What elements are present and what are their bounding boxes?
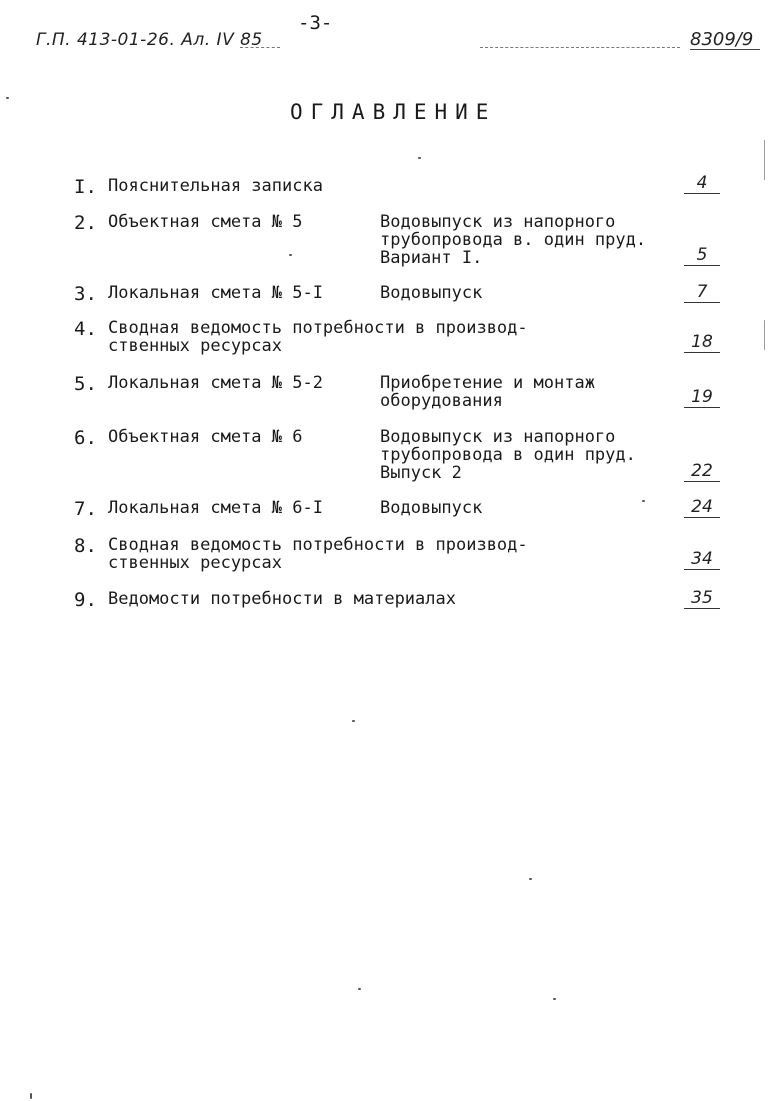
toc-entry-number: 7. <box>74 498 97 520</box>
toc-entry-page: 5 <box>684 246 720 266</box>
toc-entry-number: I. <box>74 176 97 198</box>
scan-speck <box>529 878 532 880</box>
scan-speck <box>352 720 355 722</box>
toc-entry-description: Приобретение и монтаж оборудования <box>380 373 595 411</box>
toc-entry-page: 19 <box>684 388 720 408</box>
toc-entry-title: Объектная смета № 6 <box>108 427 303 447</box>
toc-entry-page: 4 <box>684 174 720 194</box>
toc-entry-title: Ведомости потребности в материалах <box>108 589 456 609</box>
toc-entry-title: Объектная смета № 5 <box>108 212 303 232</box>
toc-entry-title: Пояснительная записка <box>108 176 323 196</box>
toc-entry-number: 5. <box>74 373 97 395</box>
page-title: ОГЛАВЛЕНИЕ <box>290 100 497 124</box>
toc-entry-title: Локальная смета № 5-2 <box>108 373 323 393</box>
scan-speck <box>418 157 421 159</box>
header-dashed-line-left <box>240 47 280 48</box>
scan-speck <box>358 988 361 990</box>
scan-speck <box>30 1093 32 1099</box>
document-code: Г.П. 413-01-26. Ал. IV 85 <box>36 30 263 50</box>
toc-entry-title: Локальная смета № 6-I <box>108 498 323 518</box>
toc-entry-page: 22 <box>684 462 720 482</box>
scan-speck <box>289 254 292 256</box>
toc-entry-page: 35 <box>684 589 720 609</box>
toc-entry-number: 4. <box>74 318 97 340</box>
toc-entry-page: 24 <box>684 498 720 518</box>
scan-speck <box>6 97 9 99</box>
toc-entry-description: Водовыпуск <box>380 283 483 303</box>
toc-entry-number: 6. <box>74 427 97 449</box>
scan-speck <box>642 500 645 502</box>
scan-edge-mark <box>764 320 765 350</box>
scan-speck <box>553 998 556 1000</box>
toc-entry-number: 2. <box>74 212 97 234</box>
page-number-marker: -3- <box>298 12 333 34</box>
toc-entry-number: 9. <box>74 589 97 611</box>
toc-entry-description: Водовыпуск из напорного трубопровода в. один пруд. Вариант I. <box>380 212 647 268</box>
toc-entry-page: 18 <box>684 333 720 353</box>
toc-entry-title: Локальная смета № 5-I <box>108 283 323 303</box>
toc-entry-description: Водовыпуск <box>380 498 483 518</box>
toc-entry-number: 8. <box>74 535 97 557</box>
inventory-number-underline <box>690 49 760 50</box>
toc-entry-number: 3. <box>74 283 97 305</box>
inventory-number: 8309/9 <box>690 29 754 50</box>
scan-edge-mark <box>764 140 765 180</box>
toc-entry-title: Сводная ведомость потребности в производ- ственных ресурсах <box>108 535 528 573</box>
toc-entry-page: 7 <box>684 283 720 303</box>
header-dashed-line-right <box>480 47 680 48</box>
toc-entry-description: Водовыпуск из напорного трубопровода в один пруд. Выпуск 2 <box>380 427 636 483</box>
toc-entry-page: 34 <box>684 550 720 570</box>
toc-entry-title: Сводная ведомость потребности в производ- ственных ресурсах <box>108 318 528 356</box>
